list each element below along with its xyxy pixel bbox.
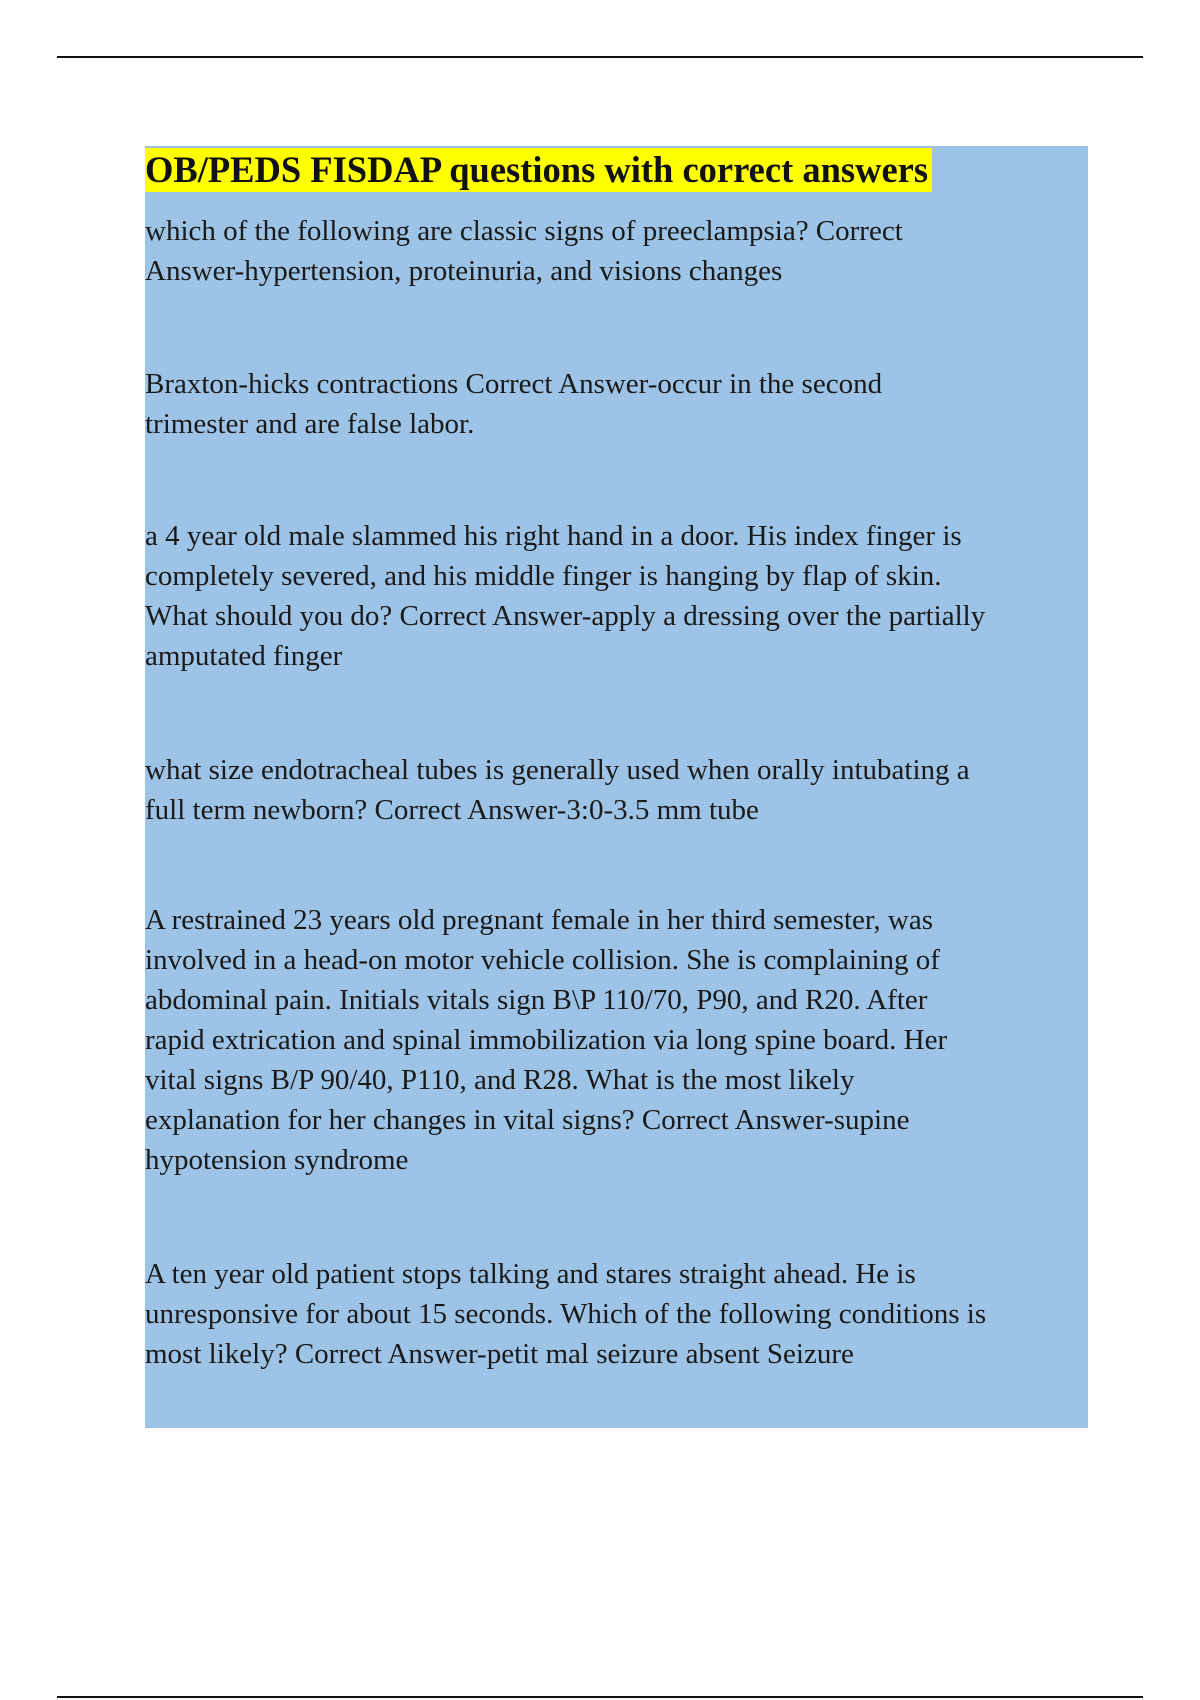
- qa-line: involved in a head-on motor vehicle collision. She is complaining of: [145, 944, 940, 976]
- qa-line: unresponsive for about 15 seconds. Which of the following conditions is: [145, 1298, 987, 1330]
- qa-line: vital signs B/P 90/40, P110, and R28. What is the most likely: [145, 1064, 855, 1096]
- qa-line: completely severed, and his middle finger is hanging by flap of skin.: [145, 560, 942, 592]
- qa-line: amputated finger: [145, 640, 343, 672]
- qa-entry: [145, 516, 985, 676]
- qa-entry: [145, 750, 970, 830]
- qa-line: trimester and are false labor.: [145, 408, 475, 440]
- qa-line: what size endotracheal tubes is generally used when orally intubating a: [145, 754, 970, 786]
- qa-line: A restrained 23 years old pregnant female in her third semester, was: [145, 904, 934, 936]
- qa-line: A ten year old patient stops talking and stares straight ahead. He is: [145, 1258, 916, 1290]
- qa-line: a 4 year old male slammed his right hand in a door. His index finger is: [145, 520, 962, 552]
- footer-rule: [57, 1696, 1143, 1698]
- qa-line: explanation for her changes in vital signs? Correct Answer-supine: [145, 1104, 910, 1136]
- qa-line: Answer-hypertension, proteinuria, and visions changes: [145, 255, 783, 287]
- qa-line: abdominal pain. Initials vitals sign B\P 110/70, P90, and R20. After: [145, 984, 928, 1016]
- qa-line: which of the following are classic signs of preeclampsia? Correct: [145, 215, 903, 247]
- qa-line: rapid extrication and spinal immobilization via long spine board. Her: [145, 1024, 948, 1056]
- qa-line: most likely? Correct Answer-petit mal seizure absent Seizure: [145, 1338, 854, 1370]
- header-rule: [57, 56, 1143, 58]
- qa-line: What should you do? Correct Answer-apply a dressing over the partially: [145, 600, 986, 632]
- qa-line: hypotension syndrome: [145, 1144, 409, 1176]
- qa-entry: [145, 364, 882, 444]
- document-title: OB/PEDS FISDAP questions with correct answers: [145, 148, 932, 192]
- qa-entry: [145, 1254, 986, 1374]
- qa-entry: [145, 900, 947, 1180]
- qa-line: Braxton-hicks contractions Correct Answer-occur in the second: [145, 368, 883, 400]
- qa-entry: [145, 211, 903, 291]
- qa-line: full term newborn? Correct Answer-3:0-3.5 mm tube: [145, 794, 759, 826]
